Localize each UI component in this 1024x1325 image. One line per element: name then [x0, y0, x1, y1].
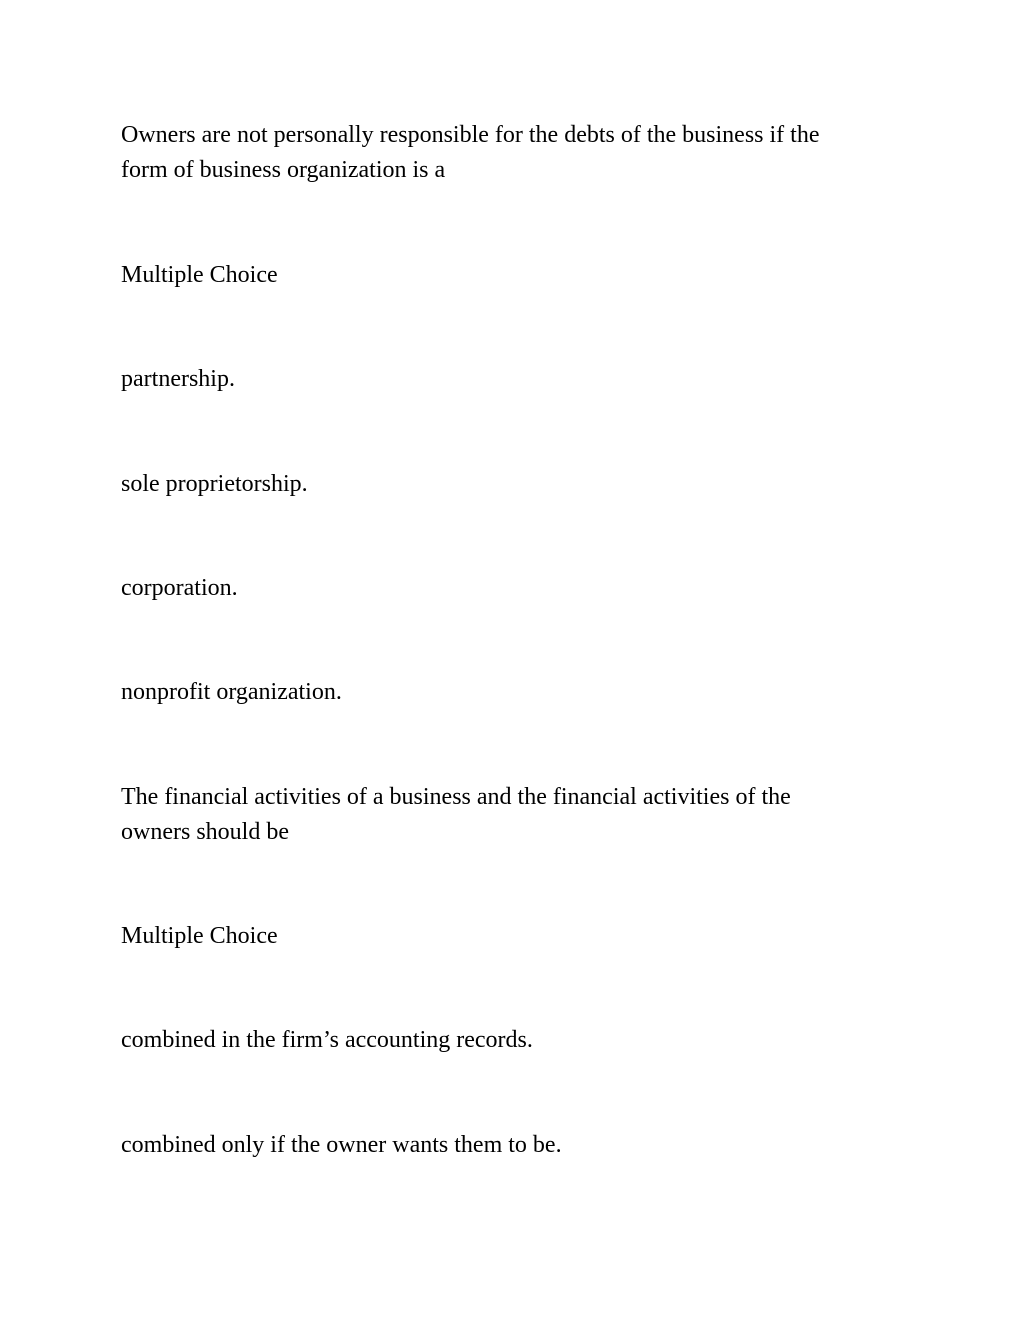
question-1-stem-line-2: form of business organization is a	[121, 157, 446, 183]
question-2-option-2: combined only if the owner wants them to be.	[121, 1132, 562, 1158]
question-1-option-1: partnership.	[121, 366, 235, 392]
question-1-option-4: nonprofit organization.	[121, 679, 342, 705]
question-2-stem-line-2: owners should be	[121, 819, 289, 845]
question-2-option-1: combined in the firm’s accounting records.	[121, 1027, 533, 1053]
question-2-type-label: Multiple Choice	[121, 923, 278, 949]
question-1-stem-line-1: Owners are not personally responsible for the debts of the business if the	[121, 122, 820, 148]
question-1-option-2: sole proprietorship.	[121, 471, 308, 497]
question-2-stem	[121, 780, 911, 850]
question-1-stem	[121, 118, 911, 188]
question-1-type-label: Multiple Choice	[121, 262, 278, 288]
question-1-option-3: corporation.	[121, 575, 238, 601]
question-2-stem-line-1: The financial activities of a business and the financial activities of the	[121, 784, 791, 810]
